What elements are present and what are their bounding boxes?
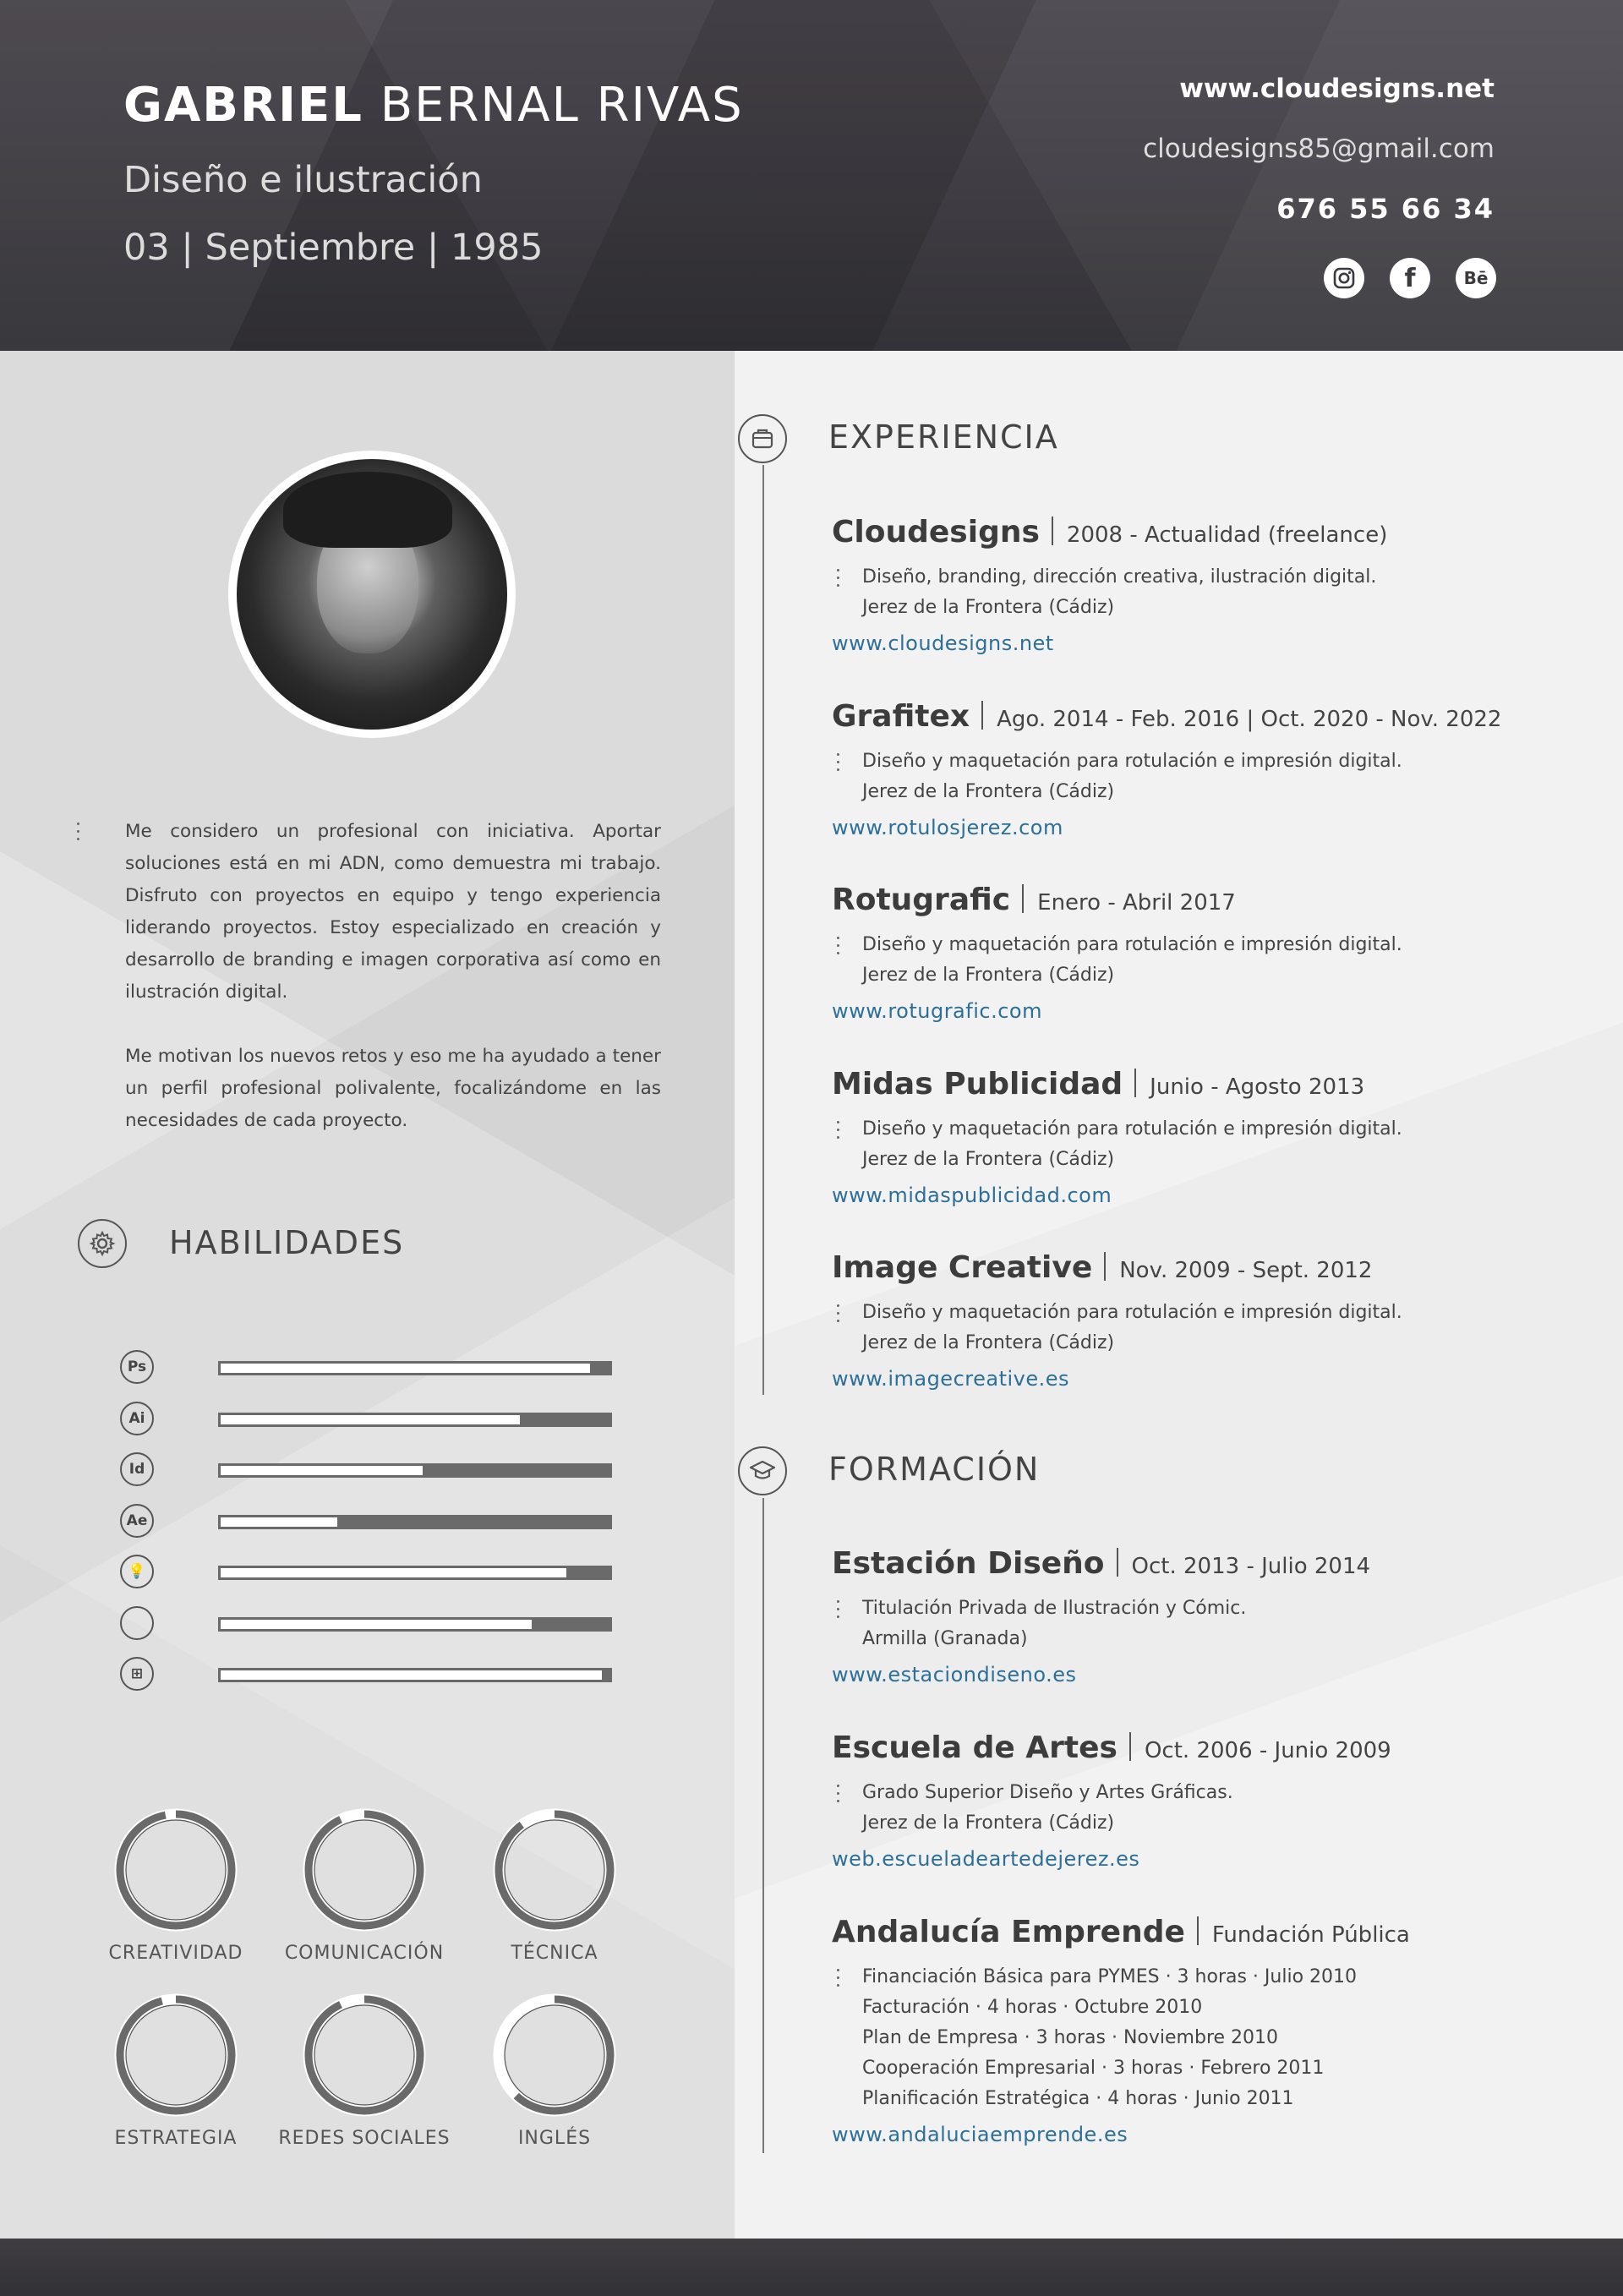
entry-organization: Estación Diseño: [832, 1546, 1105, 1581]
entry-line: Diseño y maquetación para rotulación e impresión digital.: [862, 934, 1402, 955]
entry-link[interactable]: web.escueladeartedejerez.es: [832, 1847, 1140, 1871]
entry-divider: [1052, 517, 1053, 545]
entry-heading: [832, 1916, 1559, 1952]
entry-link[interactable]: www.cloudesigns.net: [832, 631, 1054, 655]
entry-description: [832, 930, 1559, 991]
entry-date: Nov. 2009 - Sept. 2012: [1119, 1258, 1373, 1283]
entry-organization: Midas Publicidad: [832, 1066, 1123, 1102]
entry-line: Jerez de la Frontera (Cádiz): [862, 780, 1115, 802]
entry-heading: [832, 516, 1559, 552]
entry-date: 2008 - Actualidad (freelance): [1066, 522, 1388, 548]
facebook-icon[interactable]: f: [1390, 258, 1430, 298]
education-title: FORMACIÓN: [828, 1451, 1041, 1488]
skill-ring-label: INGLÉS: [517, 2128, 592, 2149]
skill-ring: [302, 1993, 427, 2118]
indesign-icon: Id: [120, 1452, 154, 1486]
avatar: [228, 451, 516, 738]
skill-level-bar: [218, 1617, 612, 1632]
skill-ring: [492, 1993, 617, 2118]
entry-heading: [832, 1547, 1559, 1583]
skill-ring-label: ESTRATEGIA: [114, 2128, 238, 2149]
entry-organization: Rotugrafic: [832, 883, 1011, 917]
entry-date: Enero - Abril 2017: [1037, 890, 1236, 916]
entry-line: Facturación · 4 horas · Octubre 2010: [862, 1997, 1203, 2018]
illustrator-icon: Ai: [120, 1402, 154, 1435]
skill-level-bar: [218, 1361, 612, 1375]
apple-icon: [120, 1606, 154, 1640]
first-name: GABRIEL: [123, 78, 363, 133]
experience-entry: [832, 1251, 1559, 1391]
entry-divider: [981, 701, 983, 730]
skill-level-fill: [221, 1620, 532, 1629]
entry-description: [832, 1114, 1559, 1175]
behance-icon[interactable]: Bē: [1456, 258, 1496, 298]
entry-dots: [837, 753, 840, 776]
skills-title: HABILIDADES: [169, 1224, 405, 1261]
ring-inner-line: [314, 2005, 414, 2105]
entry-line: Jerez de la Frontera (Cádiz): [862, 1812, 1115, 1834]
entry-dots: [837, 569, 840, 592]
experience-entry: [832, 1068, 1559, 1207]
education-entry: [832, 1916, 1559, 2146]
entry-heading: [832, 1251, 1559, 1287]
windows-icon: ⊞: [120, 1657, 154, 1691]
about-text: [125, 816, 661, 1169]
entry-line: Plan de Empresa · 3 horas · Noviembre 2010: [862, 2027, 1279, 2048]
entry-line: Jerez de la Frontera (Cádiz): [862, 597, 1115, 618]
gear-icon: [78, 1219, 127, 1268]
header: [0, 0, 1623, 351]
entry-line: Financiación Básica para PYMES · 3 horas · Julio 2010: [862, 1966, 1358, 1987]
full-name: [123, 78, 744, 133]
skill-level-bar: [218, 1463, 612, 1478]
ring-fill: [309, 1814, 420, 1926]
skill-ring: [113, 1807, 238, 1932]
entry-organization: Andalucía Emprende: [832, 1915, 1185, 1949]
entry-divider: [1129, 1732, 1131, 1761]
about-paragraph-2: Me motivan los nuevos retos y eso me ha ayudado a tener un perfil profesional polivalente, focalizándome en las necesidades de cada proyecto.: [125, 1046, 661, 1131]
skill-level-fill: [221, 1466, 423, 1475]
skill-level-bar: [218, 1566, 612, 1580]
skill-level-fill: [221, 1415, 520, 1424]
entry-organization: Cloudesigns: [832, 515, 1040, 549]
experience-title: EXPERIENCIA: [828, 418, 1059, 456]
entry-divider: [1197, 1916, 1199, 1945]
entry-organization: Image Creative: [832, 1250, 1093, 1285]
entry-dots: [837, 1121, 840, 1144]
ring-fill: [120, 1814, 232, 1926]
skill-ring: [302, 1807, 427, 1932]
experience-entry: [832, 700, 1559, 839]
entry-link[interactable]: www.estaciondiseno.es: [832, 1663, 1077, 1686]
entry-divider: [1117, 1548, 1118, 1577]
hair-shape: [283, 472, 452, 548]
ring-inner-line: [126, 1820, 226, 1920]
skill-row: [120, 1402, 614, 1437]
skill-level-fill: [221, 1568, 566, 1577]
entry-description: [832, 1962, 1559, 2114]
entry-dots: [837, 1600, 840, 1623]
skill-level-bar: [218, 1413, 612, 1427]
ring-inner-line: [505, 1820, 604, 1920]
ring-fill: [499, 1814, 610, 1926]
skill-row: [120, 1555, 614, 1590]
job-role: Diseño e ilustración: [123, 159, 483, 201]
after-effects-icon: Ae: [120, 1504, 154, 1538]
entry-line: Titulación Privada de Ilustración y Cómic.: [862, 1598, 1247, 1619]
skill-ring: [492, 1807, 617, 1932]
email-link[interactable]: cloudesigns85@gmail.com: [1143, 134, 1495, 164]
last-name: BERNAL RIVAS: [380, 78, 744, 133]
skill-ring-label: COMUNICACIÓN: [284, 1943, 445, 1964]
skill-ring: [113, 1993, 238, 2118]
entry-line: Jerez de la Frontera (Cádiz): [862, 1332, 1115, 1353]
entry-heading: [832, 883, 1559, 920]
profile-photo: [237, 459, 507, 730]
entry-dots: [837, 937, 840, 959]
entry-line: Grado Superior Diseño y Artes Gráficas.: [862, 1782, 1233, 1803]
skill-level-bar: [218, 1668, 612, 1682]
website-link[interactable]: www.cloudesigns.net: [1179, 74, 1495, 104]
graduation-cap-icon: [738, 1446, 787, 1495]
footer-band: [0, 2239, 1623, 2296]
entry-organization: Grafitex: [832, 698, 970, 734]
phone-number: 676 55 66 34: [1276, 193, 1495, 225]
about-dots: [77, 823, 80, 845]
entry-date: Oct. 2006 - Junio 2009: [1144, 1738, 1391, 1763]
entry-link[interactable]: www.rotugrafic.com: [832, 999, 1042, 1023]
entry-description: [832, 1298, 1559, 1358]
entry-description: [832, 1778, 1559, 1839]
entry-heading: [832, 1068, 1559, 1104]
entry-date: Oct. 2013 - Julio 2014: [1131, 1554, 1371, 1579]
entry-description: [832, 1594, 1559, 1654]
birthdate: 03 | Septiembre | 1985: [123, 227, 544, 269]
entry-dots: [837, 1304, 840, 1327]
instagram-icon[interactable]: [1324, 258, 1364, 298]
entry-link[interactable]: www.andaluciaemprende.es: [832, 2123, 1128, 2146]
briefcase-icon: [738, 414, 787, 463]
lightbulb-icon: 💡: [120, 1555, 154, 1588]
entry-organization: Escuela de Artes: [832, 1730, 1118, 1765]
entry-description: [832, 562, 1559, 623]
skill-ring-label: TÉCNICA: [511, 1943, 598, 1964]
experience-entry: [832, 883, 1559, 1023]
entry-line: Planificación Estratégica · 4 horas · Junio 2011: [862, 2088, 1294, 2109]
ring-fill: [120, 1999, 232, 2111]
entry-dots: [837, 1969, 840, 1992]
entry-date: Ago. 2014 - Feb. 2016 | Oct. 2020 - Nov. 2022: [997, 706, 1502, 732]
entry-heading: [832, 700, 1559, 736]
ring-inner-line: [126, 2005, 226, 2105]
entry-divider: [1134, 1069, 1136, 1097]
skill-row: [120, 1606, 614, 1642]
entry-link[interactable]: www.midaspublicidad.com: [832, 1183, 1112, 1207]
experience-timeline: [762, 465, 764, 1395]
education-entry: [832, 1547, 1559, 1686]
skill-row: [120, 1350, 614, 1386]
entry-line: Armilla (Granada): [862, 1628, 1028, 1649]
entry-line: Diseño y maquetación para rotulación e impresión digital.: [862, 1118, 1402, 1140]
skill-level-fill: [221, 1517, 337, 1527]
skill-row: [120, 1657, 614, 1692]
entry-line: Diseño y maquetación para rotulación e impresión digital.: [862, 1302, 1402, 1323]
about-paragraph-1: Me considero un profesional con iniciativa. Aportar soluciones está en mi ADN, como demuestra mi trabajo. Disfruto con proyectos en equipo y tengo experiencia liderando proyectos. Estoy especializado en creación y desarrollo de branding e imagen corporativa así como en ilustración digital.: [125, 821, 661, 1003]
entry-line: Diseño, branding, dirección creativa, ilustración digital.: [862, 566, 1377, 588]
skill-row: [120, 1504, 614, 1539]
skill-level-bar: [218, 1515, 612, 1529]
entry-line: Diseño y maquetación para rotulación e impresión digital.: [862, 750, 1402, 772]
skill-ring-label: CREATIVIDAD: [108, 1943, 243, 1964]
entry-description: [832, 746, 1559, 807]
ring-inner-line: [314, 1820, 414, 1920]
skill-level-fill: [221, 1670, 602, 1680]
entry-heading: [832, 1731, 1559, 1768]
photoshop-icon: Ps: [120, 1350, 154, 1384]
entry-dots: [837, 1785, 840, 1807]
entry-line: Cooperación Empresarial · 3 horas · Febrero 2011: [862, 2058, 1325, 2079]
entry-date: Fundación Pública: [1211, 1922, 1410, 1948]
skill-ring-label: REDES SOCIALES: [278, 2128, 451, 2149]
ring-fill: [309, 1999, 420, 2111]
entry-date: Junio - Agosto 2013: [1150, 1074, 1365, 1100]
social-links: [1324, 258, 1496, 298]
entry-divider: [1104, 1252, 1106, 1281]
experience-entry: [832, 516, 1559, 655]
skill-level-fill: [221, 1364, 590, 1373]
entry-divider: [1022, 884, 1024, 913]
entry-link[interactable]: www.imagecreative.es: [832, 1367, 1070, 1391]
ring-inner-line: [505, 2005, 604, 2105]
education-timeline: [762, 1498, 764, 2153]
entry-line: Jerez de la Frontera (Cádiz): [862, 1148, 1115, 1170]
entry-link[interactable]: www.rotulosjerez.com: [832, 815, 1063, 839]
education-entry: [832, 1731, 1559, 1871]
entry-line: Jerez de la Frontera (Cádiz): [862, 965, 1115, 986]
skill-row: [120, 1452, 614, 1488]
